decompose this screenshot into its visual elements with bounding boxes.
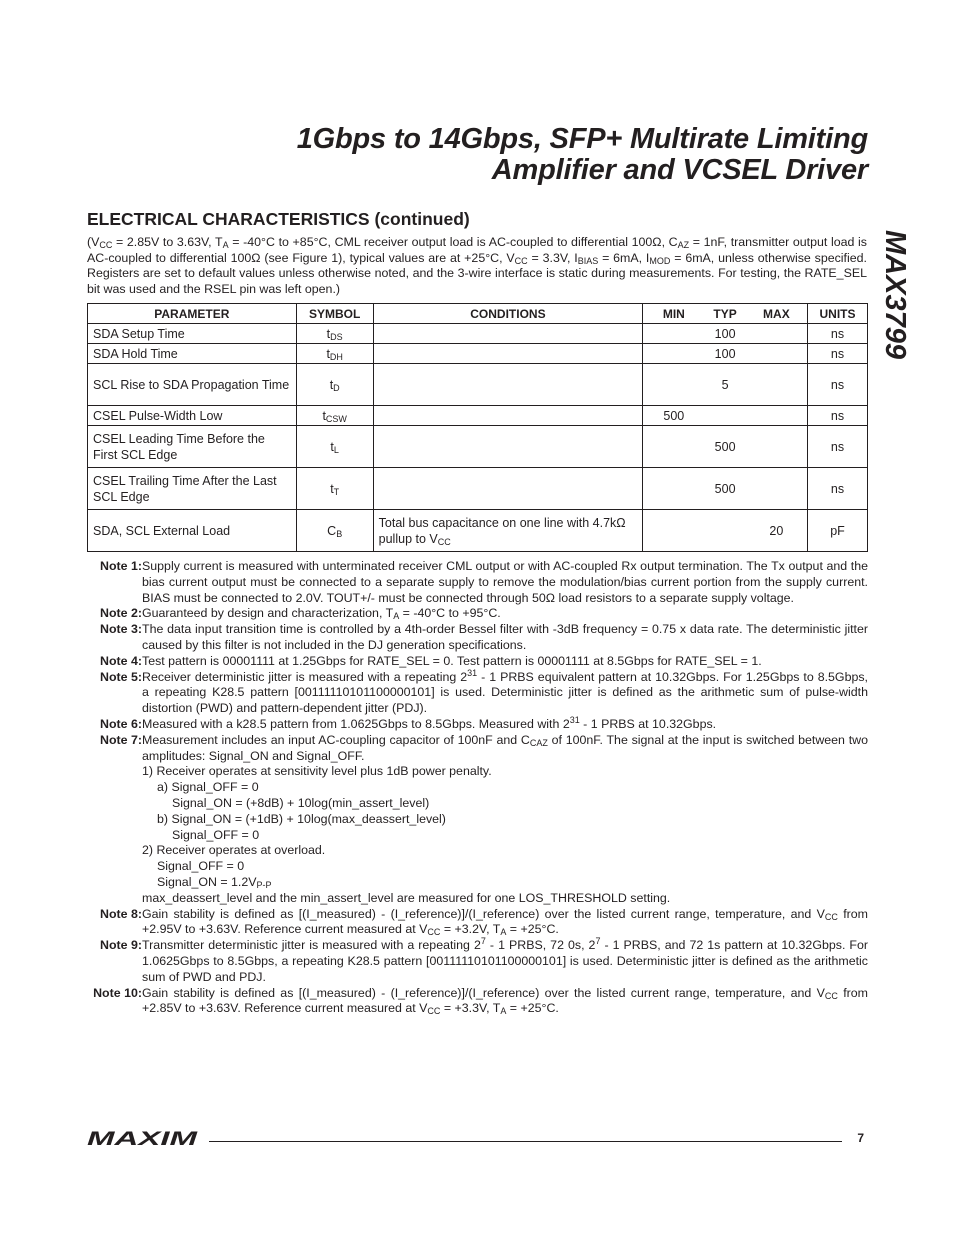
cell-max xyxy=(751,481,802,497)
cell-max xyxy=(751,326,802,342)
header-conditions: CONDITIONS xyxy=(373,304,643,324)
cell-min-typ-max xyxy=(643,364,808,406)
cell-min xyxy=(648,326,699,342)
cell-units: pF xyxy=(808,510,868,552)
note-7-tail: max_deassert_level and the min_assert_level are measured for one LOS_THRESHOLD setting. xyxy=(142,890,671,905)
cell-parameter: SCL Rise to SDA Propagation Time xyxy=(88,364,297,406)
cell-conditions xyxy=(373,324,643,344)
cell-conditions xyxy=(373,468,643,510)
cell-max: 20 xyxy=(769,523,784,538)
cell-conditions: Total bus capacitance on one line with 4.7kΩ pullup to $V_{CC}$ xyxy=(373,510,643,552)
cell-units: ns xyxy=(808,344,868,364)
title-line-2: Amplifier and VCSEL Driver xyxy=(491,154,868,186)
note-10: Note 10: Gain stability is defined as [(I_measured) - (I_reference)]/(I_reference) over the listed current range, temperature, and $V_{CC}$ from +2.85V to +3.63V. Reference current measured at $V_{CC} = +3.3V$, $T_A = +25^\circ C$. xyxy=(93,985,868,1017)
page-number: 7 xyxy=(857,1131,864,1145)
section-title: ELECTRICAL CHARACTERISTICS (continued) xyxy=(87,209,470,229)
cell-parameter: SDA Hold Time xyxy=(88,344,297,364)
cell-max xyxy=(751,377,802,393)
table-header-row xyxy=(88,304,868,324)
note-7: Note 7: Measurement includes an input AC-coupling capacitor of 100nF and $C_{CAZ}$ of 100nF. The signal at the input is switched between two amplitudes: Signal_ON and Signal_OFF. 1) Receiver operates at sensitivity level plus 1dB power penalty. a) Signal_OFF = 0 Signal_ON = (+8dB) + 10log(min_assert_level) b) Signal_ON = (+1dB) + 10log(max_deassert_level) Signal_OFF = 0 2) Receiver operates at overload. Signal_OFF = 0 Signal_ON = $1.2V_{P-P}$ xyxy=(100,732,868,890)
cell-units: ns xyxy=(808,406,868,426)
note-6: Note 6: Measured with a k28.5 pattern from 1.0625Gbps to 8.5Gbps. Measured with $2^{31} - 1$ PRBS at 10.32Gbps. xyxy=(100,714,717,731)
electrical-characteristics-table xyxy=(87,303,868,552)
cell-typ: 500 xyxy=(714,481,736,496)
cell-typ: 500 xyxy=(714,439,736,454)
page-title xyxy=(297,124,868,186)
cell-units: ns xyxy=(808,364,868,406)
note-9: Note 9: Transmitter deterministic jitter is measured with a repeating $2^7 - 1$ PRBS, 72 0s, $2^7 - 1$ PRBS, and 72 1s pattern at 10.32Gbps. For 1.0625Gbps to 8.5Gbps, a repeating K28.5 pattern [00111110101100000101] is used. Deterministic jitter is defined as the arithmetic sum of PWD and PDJ. xyxy=(100,936,868,984)
cell-symbol: $t_L$ xyxy=(296,426,373,468)
header-min-typ-max xyxy=(643,304,808,324)
cell-typ xyxy=(699,408,750,424)
cell-parameter: SDA Setup Time xyxy=(88,324,297,344)
cell-symbol: $t_{DH}$ xyxy=(296,344,373,364)
title-line-1: 1Gbps to 14Gbps, SFP+ Multirate Limiting xyxy=(296,123,868,155)
cell-max xyxy=(751,408,802,424)
table-row xyxy=(88,324,868,344)
cell-conditions xyxy=(373,344,643,364)
footer-rule xyxy=(209,1141,842,1142)
cell-min-typ-max xyxy=(643,510,808,552)
page-footer xyxy=(87,1125,868,1155)
cell-symbol: $C_B$ xyxy=(296,510,373,552)
header-typ: TYP xyxy=(713,306,737,321)
header-symbol: SYMBOL xyxy=(296,304,373,324)
cell-min: 500 xyxy=(663,408,685,423)
cell-min xyxy=(648,523,699,539)
cell-symbol: $t_T$ xyxy=(296,468,373,510)
cell-min-typ-max xyxy=(643,344,808,364)
cell-parameter: CSEL Trailing Time After the Last SCL Edge xyxy=(88,468,297,510)
note-1: Note 1: Supply current is measured with unterminated receiver CML output or with AC-coupled Rx output termination. The Tx output and the bias current output must be connected to a separate supply to remove the modulation/bias current portion from the supply current. BIAS must be connected to 2.0V. TOUT+/- must be connected through 50Ω load resistors to a separate supply voltage. xyxy=(100,559,868,605)
cell-min xyxy=(648,481,699,497)
table-row xyxy=(88,364,868,406)
table-row xyxy=(88,426,868,468)
cell-parameter: CSEL Pulse-Width Low xyxy=(88,406,297,426)
cell-typ: 100 xyxy=(714,326,736,341)
side-part-number xyxy=(876,220,916,380)
header-units: UNITS xyxy=(808,304,868,324)
cell-min-typ-max xyxy=(643,468,808,510)
table-row xyxy=(88,344,868,364)
cell-typ: 100 xyxy=(714,346,736,361)
table-row xyxy=(88,468,868,510)
cell-max xyxy=(751,346,802,362)
note-3: Note 3: The data input transition time is controlled by a 4th-order Bessel filter with -3dB frequency = 0.75 x data rate. The deterministic jitter caused by this filter is not included in the DJ generation specifications. xyxy=(100,622,868,652)
cell-min xyxy=(648,346,699,362)
header-min: MIN xyxy=(662,306,685,321)
cell-max xyxy=(751,439,802,455)
cell-symbol: $t_{CSW}$ xyxy=(296,406,373,426)
cell-conditions xyxy=(373,426,643,468)
table-row xyxy=(88,406,868,426)
notes-section xyxy=(87,559,868,1017)
conditions-paragraph: ($V_{CC} = 2.85V$ to 3.63V, $T_A = -40^\circ C$ to +85°C, CML receiver output load is AC-coupled to differential 100Ω, $C_{AZ} = 1nF$, transmitter output load is AC-coupled to differential 100Ω (see Figure 1), typical values are at +25°C, $V_{CC} = 3.3V$, $I_{BIAS} = 6mA$, $I_{MOD} = 6mA$, unless otherwise specified. Registers are set to default values unless otherwise noted, and the 3-wire interface is static during measurements. For testing, the RATE_SEL bit was used and the RSEL pin was left open.) xyxy=(87,235,867,296)
cell-conditions xyxy=(373,364,643,406)
note-2: Note 2: Guaranteed by design and characterization, $T_A = -40^\circ C$ to +95°C. xyxy=(100,606,501,622)
cell-symbol: $t_{DS}$ xyxy=(296,324,373,344)
maxim-logo xyxy=(87,1129,199,1155)
note-5: Note 5: Receiver deterministic jitter is measured with a repeating $2^{31} - 1$ PRBS equivalent pattern at 10.32Gbps. For 1.25Gbps to 8.5Gbps, a repeating K28.5 pattern [00111110101100000101] is used. Deterministic jitter is defined as the arithmetic sum of pulse-width distortion (PWD) and pattern-dependent jitter (PDJ). xyxy=(100,667,868,716)
cell-symbol: $t_D$ xyxy=(296,364,373,406)
note-4: Note 4: Test pattern is 00001111 at 1.25Gbps for RATE_SEL = 0. Test pattern is 00001111 at 8.5Gbps for RATE_SEL = 1. xyxy=(100,653,762,668)
table-row xyxy=(88,510,868,552)
cell-min-typ-max xyxy=(643,406,808,426)
cell-typ xyxy=(699,523,750,539)
cell-units: ns xyxy=(808,324,868,344)
cell-min-typ-max xyxy=(643,324,808,344)
note-8: Note 8: Gain stability is defined as [(I_measured) - (I_reference)]/(I_reference) over the listed current range, temperature, and $V_{CC}$ from +2.95V to +3.63V. Reference current measured at $V_{CC} = +3.2V$, $T_A = +25^\circ C$. xyxy=(100,906,868,938)
cell-min xyxy=(648,377,699,393)
cell-min xyxy=(648,439,699,455)
header-max: MAX xyxy=(763,306,790,321)
part-number-text: MAX3799 xyxy=(879,230,911,359)
header-parameter: PARAMETER xyxy=(88,304,297,324)
cell-units: ns xyxy=(808,468,868,510)
cell-units: ns xyxy=(808,426,868,468)
maxim-logo-text: MAXIM xyxy=(87,1129,199,1150)
cell-conditions xyxy=(373,406,643,426)
cell-typ: 5 xyxy=(721,377,729,392)
cell-parameter: SDA, SCL External Load xyxy=(88,510,297,552)
cell-parameter: CSEL Leading Time Before the First SCL Edge xyxy=(88,426,297,468)
cell-min-typ-max xyxy=(643,426,808,468)
